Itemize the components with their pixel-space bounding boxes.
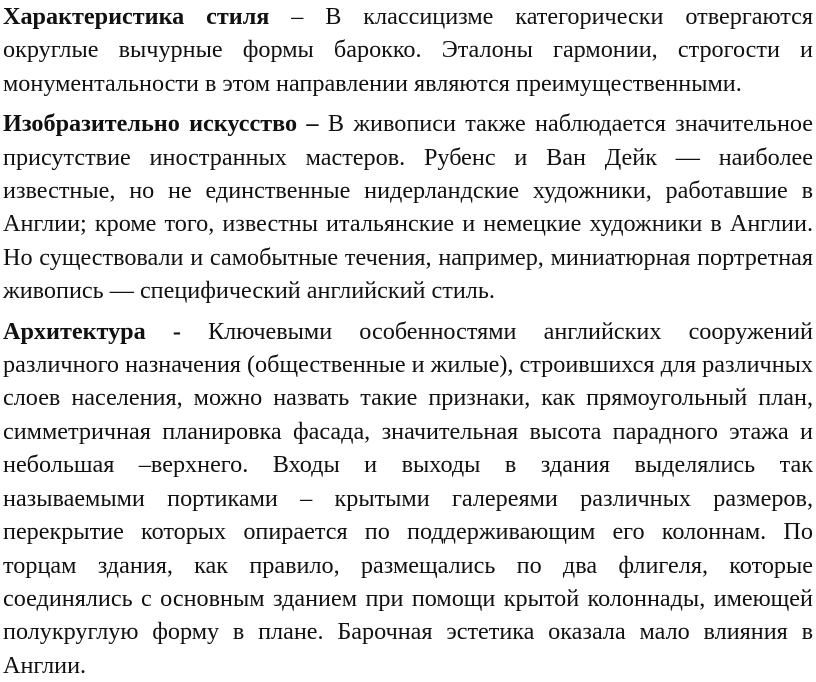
paragraph-fine-art	[3, 107, 813, 307]
body-text-style-characteristics: В классицизме категорически отвергаются округлые вычурные формы барокко. Эталоны гармонии, строгости и монументальности в этом направлении являются преимущественными.	[3, 3, 813, 97]
separator: –	[269, 3, 326, 30]
paragraph-architecture	[3, 315, 813, 682]
body-text-fine-art: В живописи также наблюдается значительное присутствие иностранных мастеров. Рубенс и Ван Дейк — наиболее известные, но не единственные нидерландские художники, работавшие в Англии; кроме того, известны итальянские и немецкие художники в Англии. Но существовали и самобытные течения, например, миниатюрная портретная живопись — специфический английский стиль.	[3, 110, 814, 305]
term-style-characteristics: Характеристика стиля	[3, 3, 270, 30]
paragraph-style-characteristics	[3, 0, 813, 100]
separator	[181, 318, 208, 345]
separator	[319, 110, 328, 137]
term-architecture: Архитектура -	[3, 317, 181, 345]
body-text-architecture: Ключевыми особенностями английских сооружений различного назначения (общественные и жилые), строившихся для различных слоев населения, можно назвать такие признаки, как прямоугольный план, симметричная планировка фасада, значительная высота парадного этажа и небольшая –верхнего. Входы и выходы в здания выделялись так называемыми портиками – крытыми галереями различных размеров, перекрытие которых опирается по поддерживающим его колоннам. По торцам здания, как правило, размещались по два флигеля, которые соединялись с основным зданием при помощи крытой колоннады, имеющей полукруглую форму в плане. Барочная эстетика оказала мало влияния в Англии.	[3, 317, 814, 679]
term-fine-art: Изобразительно искусство –	[3, 110, 319, 138]
